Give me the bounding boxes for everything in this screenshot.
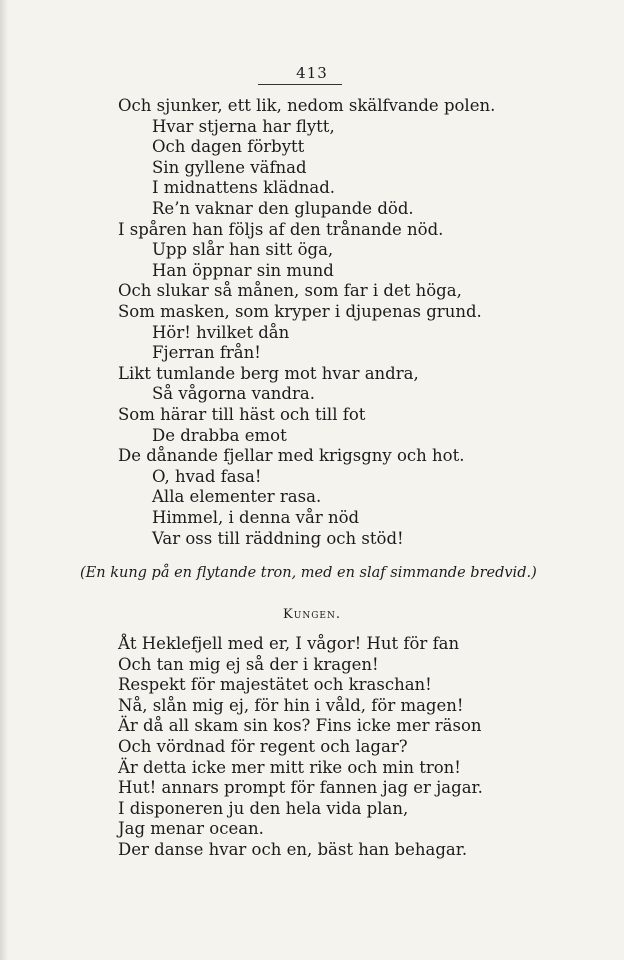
verse-line: Är detta icke mer mitt rike och min tron! (118, 757, 461, 777)
verse-line: Alla elementer rasa. (152, 487, 322, 507)
verse-line: Upp slår han sitt öga, (152, 240, 334, 260)
verse-line: Re’n vaknar den glupande död. (152, 199, 414, 218)
verse-line: I disponeren ju den hela vida plan, (118, 798, 409, 818)
verse-line: Som härar till häst och till fot (118, 405, 366, 424)
verse-line: Var oss till räddning och stöd! (152, 528, 404, 548)
verse-line: Och tan mig ej så der i kragen! (118, 654, 379, 674)
verse-line: Och dagen förbytt (152, 137, 305, 157)
verse-line: Der danse hvar och en, bäst han behagar. (118, 840, 468, 859)
verse-line: Hvar stjerna har flytt, (152, 116, 335, 136)
verse-line: Som masken, som kryper i djupenas grund. (118, 302, 482, 321)
speaker-name: Kungen. (283, 607, 341, 622)
verse-line: Hör! hvilket dån (152, 322, 290, 342)
verse-line: Nå, slån mig ej, för hin i våld, för magen! (118, 695, 464, 715)
page-number: 413 (296, 64, 328, 82)
verse-line: Fjerran från! (152, 343, 261, 363)
verse-line: Sin gyllene väfnad (152, 157, 307, 177)
verse-line: Och slukar så månen, som far i det höga, (118, 281, 462, 301)
verse-line: Respekt för majestätet och kraschan! (118, 675, 432, 695)
verse-line: I midnattens klädnad. (152, 178, 336, 198)
verse-line: Jag menar ocean. (118, 819, 264, 839)
verse-line: Och sjunker, ett lik, nedom skälfvande polen. (118, 96, 496, 115)
stage-direction: (En kung på en flytande tron, med en slaf simmande bredvid.) (80, 565, 537, 581)
verse-line: I spåren han följs af den trånande nöd. (118, 219, 444, 239)
verse-line: Åt Heklefjell med er, I vågor! Hut för fan (118, 634, 460, 653)
verse-line: Likt tumlande berg mot hvar andra, (118, 363, 419, 383)
verse-line: Han öppnar sin mund (152, 260, 334, 280)
verse-line: O, hvad fasa! (152, 466, 262, 486)
verse-line: Och vördnad för regent och lagar? (118, 737, 408, 756)
page-gutter-shadow (0, 0, 8, 960)
verse-line: De dånande fjellar med krigsgny och hot. (118, 446, 465, 466)
verse-line: Hut! annars prompt för fannen jag er jagar. (118, 778, 483, 798)
verse-line: Så vågorna vandra. (152, 384, 315, 404)
verse-line: De drabba emot (152, 425, 287, 445)
verse-line: Är då all skam sin kos? Fins icke mer räson (118, 716, 482, 736)
page-number-rule (258, 84, 342, 85)
verse-line: Himmel, i denna vår nöd (152, 508, 360, 527)
